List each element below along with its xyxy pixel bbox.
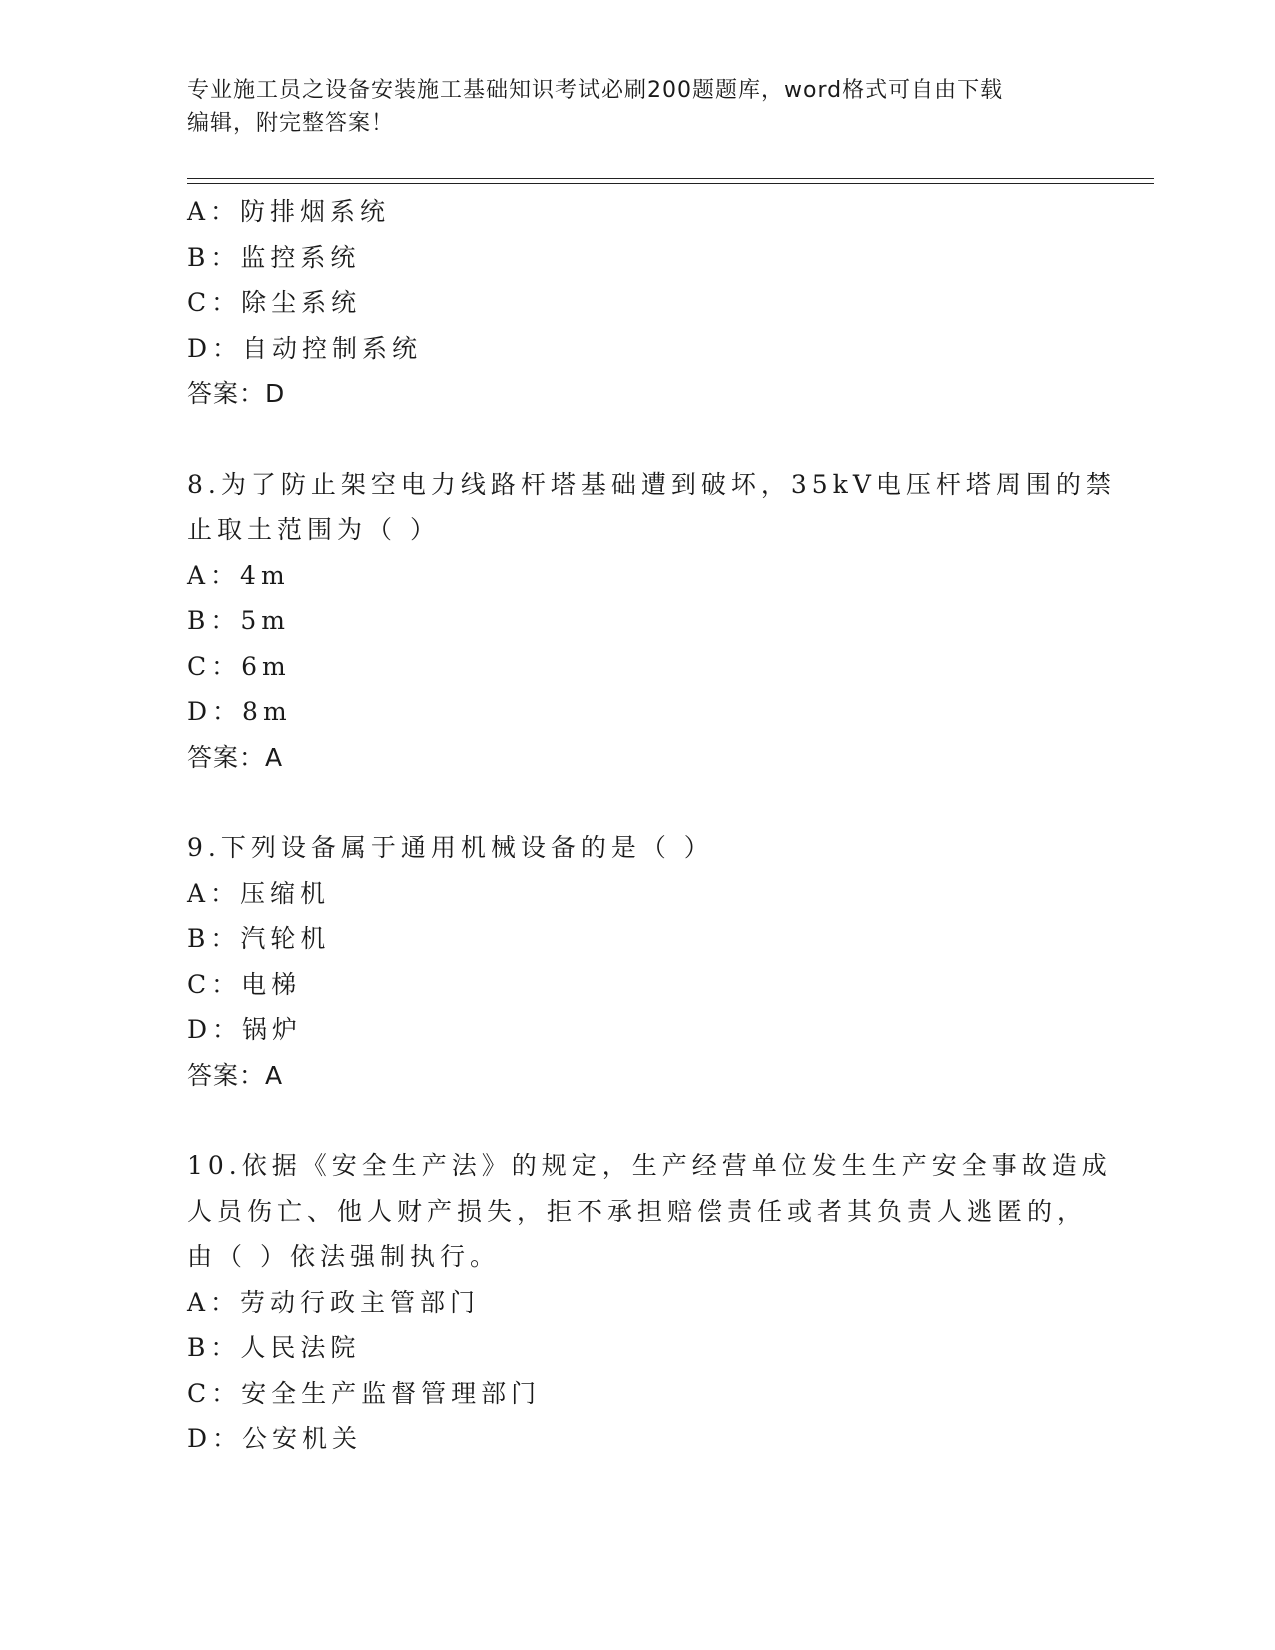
q9-option-a: A：压缩机 <box>187 878 331 908</box>
question-10 <box>187 1143 1112 1462</box>
q10-stem-line-2: 人员伤亡、他人财产损失，拒不承担赔偿责任或者其负责人逃匿的， <box>187 1196 1088 1226</box>
q10-option-c: C：安全生产监督管理部门 <box>187 1378 542 1408</box>
q8-option-b: B：5m <box>187 606 290 635</box>
q7-option-c: C：除尘系统 <box>187 288 362 317</box>
spacer <box>187 417 1087 462</box>
q8-stem-line-1: 8.为了防止架空电力线路杆塔基础遭到破坏，35kV电压杆塔周围的禁 <box>187 469 1116 499</box>
q10-stem-line-1: 10.依据《安全生产法》的规定，生产经营单位发生生产安全事故造成 <box>187 1151 1112 1180</box>
q8-option-c: C：6m <box>187 651 291 681</box>
q10-option-d: D：公安机关 <box>187 1424 363 1453</box>
q9-option-c: C：电梯 <box>187 969 302 999</box>
q8-stem-line-2: 止取土范围为（ ） <box>187 515 440 544</box>
question-content <box>187 189 1116 1462</box>
question-8 <box>187 462 1116 781</box>
q7-option-a: A：防排烟系统 <box>187 197 391 226</box>
question-7 <box>187 189 1087 417</box>
q8-answer: 答案：A <box>187 742 284 772</box>
q10-option-b: B：人民法院 <box>187 1333 361 1362</box>
header-title-line-2: 编辑，附完整答案！ <box>187 111 395 136</box>
q8-option-d: D：8m <box>187 697 292 726</box>
q8-option-a: A：4m <box>187 560 290 590</box>
header-title-line-1: 专业施工员之设备安装施工基础知识考试必刷200题题库，word格式可自由下载 <box>187 78 1004 103</box>
q10-option-a: A：劳动行政主管部门 <box>187 1287 481 1317</box>
q7-answer: 答案：D <box>187 379 286 408</box>
q9-stem-line-1: 9.下列设备属于通用机械设备的是（ ） <box>187 833 714 862</box>
q9-option-b: B：汽轮机 <box>187 924 331 953</box>
q7-option-b: B：监控系统 <box>187 242 361 272</box>
q10-stem-line-3: 由（ ）依法强制执行。 <box>187 1242 500 1271</box>
q9-option-d: D：锅炉 <box>187 1015 303 1044</box>
header-divider-bottom <box>187 183 1154 184</box>
document-header <box>187 74 1087 140</box>
q7-option-d: D：自动控制系统 <box>187 333 423 363</box>
spacer <box>187 780 1087 825</box>
q9-answer: 答案：A <box>187 1060 284 1090</box>
question-9 <box>187 825 1087 1098</box>
header-divider-top <box>187 178 1154 179</box>
spacer <box>187 1098 1087 1143</box>
